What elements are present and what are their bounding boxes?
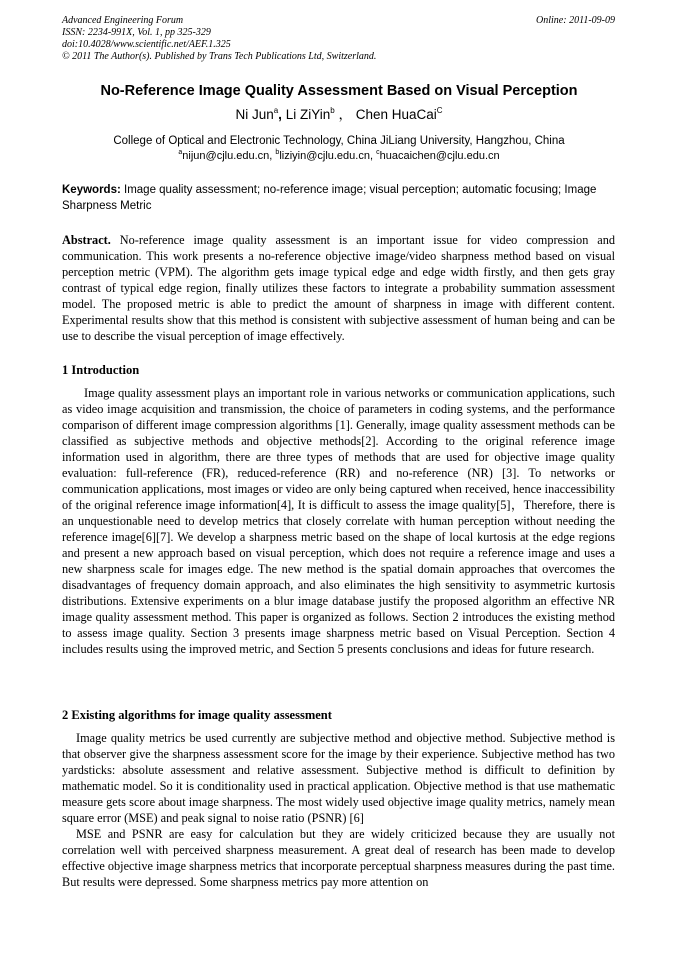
paragraph: Image quality assessment plays an important role in various networks or communication applications, such as video image acquisition and transmission, the choice of parameters in coding systems, and the performance comparison of different image compression algorithms [1]. Generally, image quality assessment methods can be classified as subjective methods and objective methods[2]. According to the original reference image information used in algorithm, there are three types of methods that are used for objective image quality evaluation: full-reference (FR), reduced-reference (RR) and no-reference (NR) [3]. To networks or communication applications, most images or video are only being captured when received, hence inaccessibility of the original reference image information[4], It is difficult to assess the image quality[5]，Therefore, there is an unquestionable need to develop metrics that closely correlate with human perception without needing the reference image[6][7]. We develop a sharpness metric based on the shape of local kurtosis at the edge regions and present a new approach based on visual perception, which does not require a reference image and uses a new sharpness scale for images edge. The new method is the spatial domain approaches that overcomes the disadvantages of frequency domain approach, and also eliminates the high sensitivity to asymmetric kurtosis distributions. Extensive experiments on a blur image database justify the proposed algorithm an effective NR image quality assessment method. This paper is organized as follows. Section 2 introduces the existing method to assess image quality. Section 3 presents image sharpness metric based on Visual Perception. Section 4 includes results using the improved metric, and Section 5 presents conclusions and ideas for future research. [62,386,615,656]
author-name: Chen HuaCai [355,107,437,122]
paragraph: Image quality metrics be used currently are subjective method and objective method. Subjective method is that observer give the sharpness assessment score for the image by their experience. Subjective method has two yardsticks: absolute assessment and relative assessment. Subjective method is difficult to definition by mathematic model. So it is conditionality used in practical application. Objective method is that use mathematic measure gets score about image sharpness. The most widely used objective image quality metrics, namely mean square error (MSE) and peak signal to noise ratio (PSNR) [6] [62,731,615,825]
keywords-text: Image quality assessment; no-reference image; visual perception; automatic focusing; Image Sharpness Metric [62,184,597,212]
author-superscript: a [273,106,279,115]
abstract-text: No-reference image quality assessment is an important issue for video compression and communication. This work presents a no-reference objective image/video sharpness method based on visual perception metric (VPM). The algorithm gets image typical edge and edge width firstly, and then gets gray contrast of typical edge region, finally utilizes these factors to integrate a probability summation assessment model. The proposed metric is able to predict the amount of sharpness in image with different content. Experimental results show that this method is consistent with subjective assessment of human being and can be use to describe the visual perception of image effectively. [62,233,615,343]
abstract-label: Abstract. [62,233,111,247]
copyright-line: © 2011 The Author(s). Published by Trans Tech Publications Ltd, Switzerland. [62,51,377,62]
email-address: huacaichen@cjlu.edu.cn [379,150,500,162]
author-separator: ， [338,107,352,122]
email-line [40,149,638,163]
author-superscript: b [330,106,335,115]
keywords-block [62,182,615,214]
section-body-existing-algorithms [62,730,615,890]
journal-header [62,15,615,63]
doi-line: doi:10.4028/www.scientific.net/AEF.1.325 [62,39,231,50]
paragraph: MSE and PSNR are easy for calculation but they are widely criticized because they are usually not correlation well with perceived sharpness measurement. A great deal of research has been made to develop effective objective image sharpness metrics that incorporate perceptual sharpness measures during the past time. But results were depressed. Some sharpness metrics pay more attention on [62,827,615,889]
affiliation: College of Optical and Electronic Technology, China JiLiang University, Hangzhou, China [113,135,565,147]
email-address: nijun@cjlu.edu.cn, [182,150,273,162]
email-superscript: a [178,149,183,156]
keywords-label: Keywords: [62,184,121,196]
email-superscript: b [275,149,280,156]
abstract-block [62,232,615,344]
email-address: liziyin@cjlu.edu.cn, [279,150,374,162]
section-heading-existing-algorithms: 2 Existing algorithms for image quality assessment [62,708,332,722]
author-name: Ni Jun [235,107,274,122]
email-superscript: c [376,149,380,156]
journal-name: Advanced Engineering Forum [62,15,184,26]
author-separator: , [278,107,282,122]
online-date: Online: 2011-09-09 [536,15,615,26]
section-heading-introduction: 1 Introduction [62,363,140,377]
section-body-introduction [62,385,615,657]
author-name: Li ZiYin [285,107,331,122]
paper-title: No-Reference Image Quality Assessment Based on Visual Perception [100,83,578,99]
issn-line: ISSN: 2234-991X, Vol. 1, pp 325-329 [62,27,211,38]
author-superscript: C [436,106,443,115]
author-line [40,106,638,124]
